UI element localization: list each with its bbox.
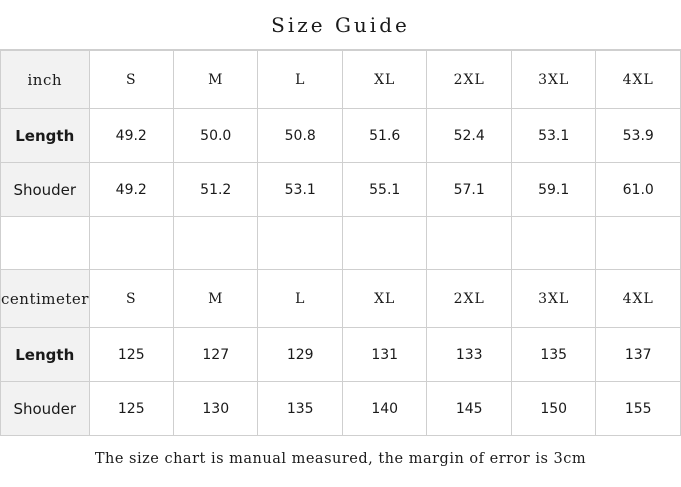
table-cell: 150 (511, 382, 595, 436)
table-row (1, 163, 681, 217)
table-cell: 57.1 (427, 163, 511, 217)
column-header-size: L (258, 270, 342, 328)
column-header-size: 3XL (511, 270, 595, 328)
column-header-size: S (89, 51, 173, 109)
row-label-length-centimeter: Length (1, 328, 90, 382)
spacer-cell (511, 217, 595, 270)
table-cell: 127 (174, 328, 258, 382)
column-header-size: M (174, 270, 258, 328)
unit-label-inch: inch (1, 51, 90, 109)
table-row (1, 109, 681, 163)
table-cell: 133 (427, 328, 511, 382)
table-cell: 125 (89, 382, 173, 436)
page-title: Size Guide (0, 0, 681, 50)
table-cell: 59.1 (511, 163, 595, 217)
spacer-cell (596, 217, 681, 270)
column-header-size: 4XL (596, 51, 681, 109)
table-cell: 53.1 (258, 163, 342, 217)
table-cell: 145 (427, 382, 511, 436)
row-label-length-inch: Length (1, 109, 90, 163)
column-header-size: 2XL (427, 270, 511, 328)
table-cell: 140 (342, 382, 426, 436)
row-label-shouder-inch: Shouder (1, 163, 90, 217)
spacer-cell (427, 217, 511, 270)
column-header-size: S (89, 270, 173, 328)
row-label-shouder-centimeter: Shouder (1, 382, 90, 436)
table-cell: 129 (258, 328, 342, 382)
table-cell: 125 (89, 328, 173, 382)
table-cell: 137 (596, 328, 681, 382)
table-cell: 155 (596, 382, 681, 436)
table-cell: 130 (174, 382, 258, 436)
table-cell: 50.8 (258, 109, 342, 163)
table-cell: 55.1 (342, 163, 426, 217)
table-cell: 53.1 (511, 109, 595, 163)
column-header-size: L (258, 51, 342, 109)
spacer-cell (342, 217, 426, 270)
spacer-cell (1, 217, 90, 270)
table-cell: 53.9 (596, 109, 681, 163)
table-header-row-centimeter (1, 270, 681, 328)
table-cell: 52.4 (427, 109, 511, 163)
table-header-row-inch (1, 51, 681, 109)
table-cell: 135 (511, 328, 595, 382)
spacer-cell (174, 217, 258, 270)
table-cell: 131 (342, 328, 426, 382)
table-row (1, 328, 681, 382)
table-cell: 51.2 (174, 163, 258, 217)
column-header-size: 3XL (511, 51, 595, 109)
column-header-size: XL (342, 270, 426, 328)
table-cell: 51.6 (342, 109, 426, 163)
unit-label-centimeter: centimeter (1, 270, 90, 328)
column-header-size: 4XL (596, 270, 681, 328)
table-cell: 50.0 (174, 109, 258, 163)
column-header-size: 2XL (427, 51, 511, 109)
table-cell: 61.0 (596, 163, 681, 217)
size-guide-table (0, 50, 681, 436)
table-cell: 49.2 (89, 163, 173, 217)
footer-note: The size chart is manual measured, the margin of error is 3cm (94, 451, 587, 467)
table-spacer-row (1, 217, 681, 270)
spacer-cell (258, 217, 342, 270)
column-header-size: M (174, 51, 258, 109)
table-cell: 49.2 (89, 109, 173, 163)
table-row (1, 382, 681, 436)
table-cell: 135 (258, 382, 342, 436)
spacer-cell (89, 217, 173, 270)
column-header-size: XL (342, 51, 426, 109)
